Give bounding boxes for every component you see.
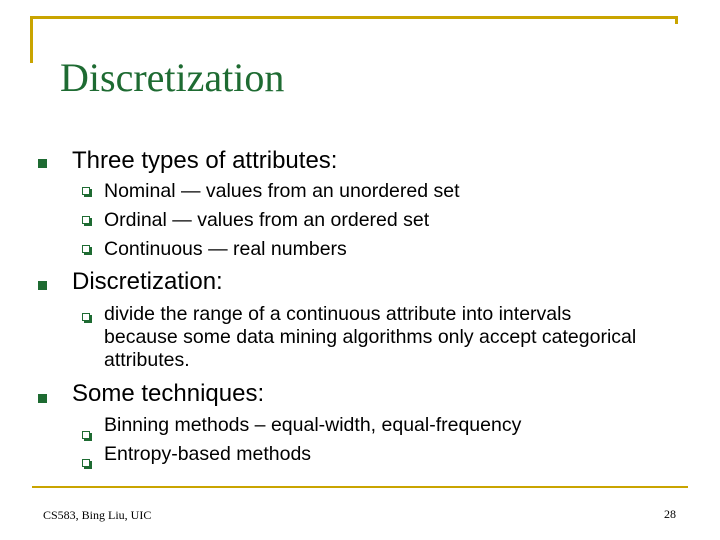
hollow-square-bullet-icon [82, 431, 90, 439]
hollow-square-bullet-icon [82, 187, 90, 195]
square-bullet-icon [38, 281, 47, 290]
hollow-square-bullet-icon [82, 459, 90, 467]
hollow-square-bullet-icon [82, 245, 90, 253]
bullet-three-types: Three types of attributes: [72, 147, 338, 174]
sub-bullet-divide-range: divide the range of a continuous attribute into intervals because some data mining algorithms only accept categorical attributes. [104, 303, 637, 371]
sub-bullet-binning: Binning methods – equal-width, equal-frequency [104, 414, 522, 436]
sub-bullet-continuous: Continuous — real numbers [104, 238, 347, 260]
sub-bullet-nominal: Nominal — values from an unordered set [104, 180, 460, 202]
hollow-square-bullet-icon [82, 216, 90, 224]
square-bullet-icon [38, 394, 47, 403]
frame-right-tick [675, 16, 678, 24]
frame-left-line [30, 16, 33, 63]
footer-credit: CS583, Bing Liu, UIC [43, 508, 152, 522]
sub-bullet-entropy: Entropy-based methods [104, 443, 312, 465]
bullet-discretization: Discretization: [72, 268, 223, 295]
hollow-square-bullet-icon [82, 313, 90, 321]
slide-title: Discretization [60, 55, 285, 100]
frame-top-line [30, 16, 678, 19]
bullet-techniques: Some techniques: [72, 380, 265, 407]
sub-bullet-ordinal: Ordinal — values from an ordered set [104, 209, 430, 231]
page-number: 28 [664, 507, 676, 521]
square-bullet-icon [38, 159, 47, 168]
footer-divider [32, 486, 688, 488]
